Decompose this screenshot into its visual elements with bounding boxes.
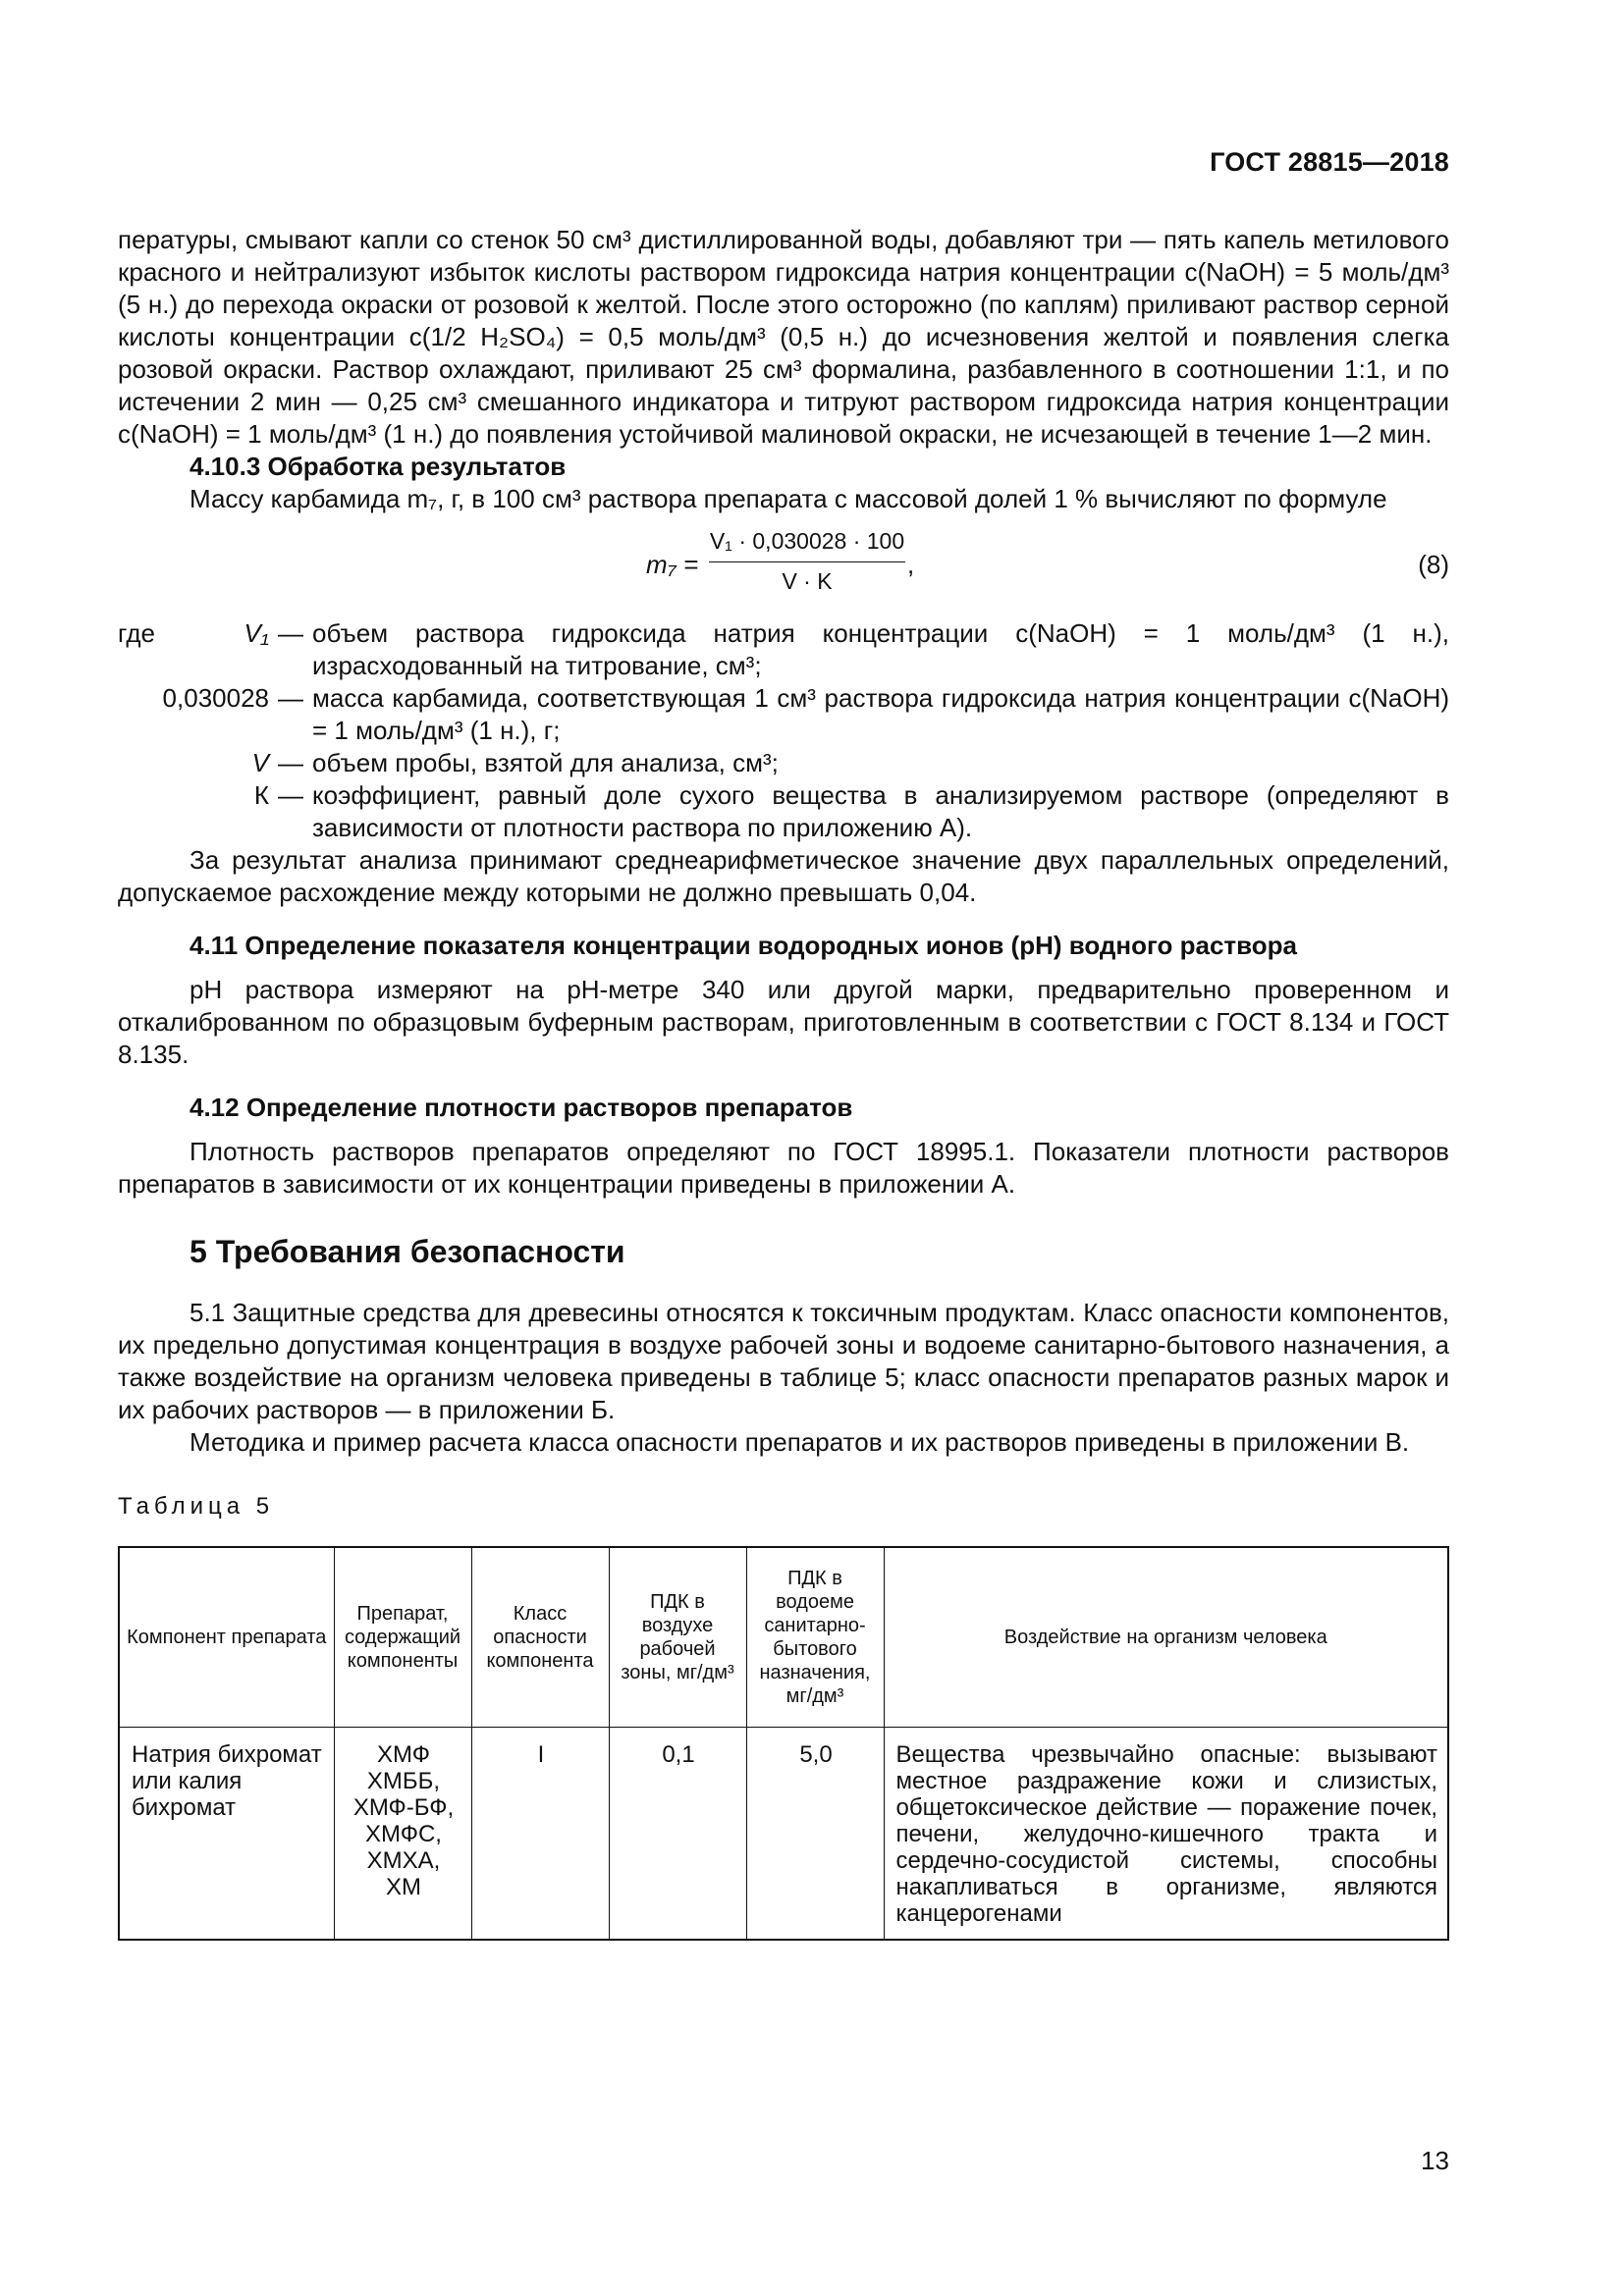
section-heading-5: 5 Требования безопасности xyxy=(189,1234,625,1269)
legend-symbol: V₁ xyxy=(244,618,269,648)
preparation-item: ХМ xyxy=(386,1874,421,1900)
paragraph-mass-formula-intro: Массу карбамида m₇, г, в 100 см³ раствора препарата с массовой долей 1 % вычисляют по формуле xyxy=(189,484,1387,513)
legend-row xyxy=(118,747,1449,779)
legend-row xyxy=(118,682,1449,747)
legend-text: объем раствора гидроксида натрия концентрации c(NaOH) = 1 моль/дм³ (1 н.), израсходованный на титрование, см³; xyxy=(312,618,1449,680)
legend-dash: — xyxy=(278,618,303,648)
paragraph-method: Методика и пример расчета класса опасности препаратов и их растворов приведены в приложении В. xyxy=(189,1427,1410,1457)
cell-pdk-water: 5,0 xyxy=(746,1728,884,1941)
paragraph-5-1: 5.1 Защитные средства для древесины относятся к токсичным продуктам. Класс опасности компонентов, их предельно допустимая концентрация в воздухе рабочей зоны и водоеме санитарно-бытового назначения, а также воздействие на организм человека приведены в таблице 5; класс опасности препаратов разных марок и их рабочих растворов — в приложении Б. xyxy=(118,1298,1449,1424)
legend-symbol: V xyxy=(251,748,269,777)
table-5 xyxy=(118,1546,1449,1941)
table-header-row xyxy=(119,1547,1448,1728)
cell-effect: Вещества чрезвычайно опасные: вызывают местное раздражение кожи и слизистых, общетоксическое действие — поражение почек, печени, желудочно-кишечного тракта и сердечно-сосудистой системы, способны накапливаться в организме, являются канцерогенами xyxy=(884,1728,1448,1941)
paragraph-4-11: рН раствора измеряют на рН-метре 340 или другой марки, предварительно проверенном и откалиброванном по образцовым буферным растворам, приготовленным в соответствии с ГОСТ 8.134 и ГОСТ 8.135. xyxy=(118,975,1449,1069)
subsection-heading-4-10-3: 4.10.3 Обработка результатов xyxy=(189,452,567,481)
preparation-item: ХМФС, xyxy=(365,1821,442,1847)
table-row xyxy=(119,1728,1448,1941)
preparation-item: ХМББ, xyxy=(366,1768,441,1794)
legend-dash: — xyxy=(278,748,303,777)
legend-symbol: 0,030028 xyxy=(162,683,269,713)
cell-component: Натрия бихромат или калия бихромат xyxy=(119,1728,334,1941)
formula-number: (8) xyxy=(1418,550,1449,579)
legend-dash: — xyxy=(278,780,303,810)
preparation-item: ХМФ xyxy=(377,1741,430,1768)
formula-denominator: V · K xyxy=(782,568,833,594)
cell-pdk-air: 0,1 xyxy=(609,1728,746,1941)
cell-preparations xyxy=(334,1728,471,1941)
subsection-heading-4-11: 4.11 Определение показателя концентрации водородных ионов (рН) водного раствора xyxy=(189,931,1298,960)
preparation-item: ХМФ-БФ, xyxy=(352,1794,455,1821)
legend-lead: где xyxy=(118,618,155,648)
legend-lead xyxy=(118,779,177,844)
paragraph-result: За результат анализа принимают среднеарифметическое значение двух параллельных определений, допускаемое расхождение между которыми не должно превышать 0,04. xyxy=(118,845,1449,907)
paragraph-continuation: пературы, смывают капли со стенок 50 см³ дистиллированной воды, добавляют три — пять капель метилового красного и нейтрализуют избыток кислоты раствором гидроксида натрия концентрации c(NaOH) = 5 моль/дм³ (5 н.) до перехода окраски от розовой к желтой. После этого осторожно (по каплям) приливают раствор серной кислоты концентрации c(1/2 H₂SO₄) = 0,5 моль/дм³ (0,5 н.) до исчезновения желтой и появления слегка розовой окраски. Раствор охлаждают, приливают 25 см³ формалина, разбавленного в соотношении 1:1, и по истечении 2 мин — 0,25 см³ смешанного индикатора и титруют раствором гидроксида натрия концентрации c(NaOH) = 1 моль/дм³ (1 н.) до появления устойчивой малиновой окраски, не исчезающей в течение 1—2 мин. xyxy=(118,225,1449,449)
formula-legend xyxy=(118,617,1449,844)
legend-symbol: К xyxy=(253,780,269,810)
page-content xyxy=(118,224,1449,1941)
header-pdk-air: ПДК в воздухе рабочей зоны, мг/дм³ xyxy=(609,1547,746,1728)
legend-lead xyxy=(118,747,177,779)
formula-fraction xyxy=(709,525,905,598)
document-code-header: ГОСТ 28815—2018 xyxy=(1210,147,1449,177)
table-caption: Таблица 5 xyxy=(118,1493,275,1520)
formula-numerator: V₁ · 0,030028 · 100 xyxy=(709,528,905,554)
legend-row xyxy=(118,779,1449,844)
paragraph-4-12: Плотность растворов препаратов определяют по ГОСТ 18995.1. Показатели плотности растворов препаратов в зависимости от их концентрации приведены в приложении А. xyxy=(118,1137,1449,1199)
legend-dash: — xyxy=(278,683,303,713)
legend-text: коэффициент, равный доле сухого вещества в анализируемом растворе (определяют в зависимости от плотности раствора по приложению А). xyxy=(312,780,1449,842)
preparation-item: ХМХА, xyxy=(366,1847,441,1874)
header-preparation: Препарат, содержащий компоненты xyxy=(334,1547,471,1728)
header-pdk-water: ПДК в водоеме санитарно-бытового назначения, мг/дм³ xyxy=(746,1547,884,1728)
formula-comma: , xyxy=(907,550,915,579)
header-effect: Воздействие на организм человека xyxy=(884,1547,1448,1728)
legend-text: объем пробы, взятой для анализа, см³; xyxy=(312,748,779,777)
legend-row xyxy=(118,617,1449,682)
formula-lhs: m₇ = xyxy=(646,550,699,579)
page-number: 13 xyxy=(1421,2146,1449,2175)
legend-text: масса карбамида, соответствующая 1 см³ раствора гидроксида натрия концентрации c(NaOH) = 1 моль/дм³ (1 н.), г; xyxy=(312,683,1449,745)
header-hazard-class: Класс опасности компонента xyxy=(471,1547,609,1728)
cell-hazard-class: I xyxy=(471,1728,609,1941)
header-component: Компонент препарата xyxy=(119,1547,334,1728)
formula-8 xyxy=(118,525,1449,604)
subsection-heading-4-12: 4.12 Определение плотности растворов препаратов xyxy=(189,1093,853,1122)
